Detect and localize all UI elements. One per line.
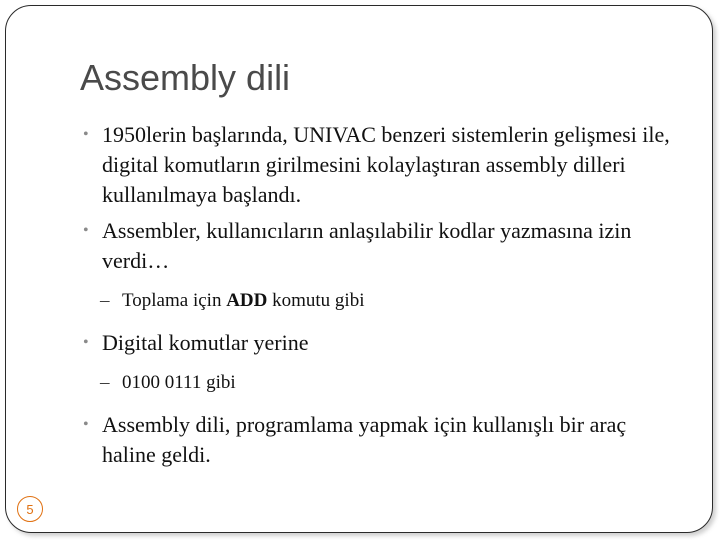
bullet-item	[80, 120, 680, 210]
dash-icon: –	[100, 372, 110, 393]
sub-bullet-item	[80, 288, 680, 314]
bullet-text: 1950lerin başlarında, UNIVAC benzeri sistemlerin gelişmesi ile, digital komutların girilmesini kolaylaştıran assembly dilleri kullanılmaya başlandı.	[102, 122, 670, 207]
bullet-item	[80, 410, 680, 470]
bullet-text: Assembler, kullanıcıların anlaşılabilir kodlar yazmasına izin verdi…	[102, 218, 632, 273]
page-number-badge: 5	[17, 496, 43, 522]
bullet-item	[80, 328, 680, 358]
sub-bullet-item	[80, 370, 680, 396]
bullet-text: Digital komutlar yerine	[102, 330, 309, 355]
bullet-icon: •	[83, 126, 89, 143]
dash-icon: –	[100, 290, 110, 311]
bullet-text: Assembly dili, programlama yapmak için kullanışlı bir araç haline geldi.	[102, 412, 627, 467]
slide-content	[80, 120, 680, 470]
sub-bullet-text-prefix: Toplama için	[122, 290, 227, 311]
slide-title: Assembly dili	[80, 57, 291, 98]
sub-bullet-text-suffix: komutu gibi	[267, 290, 365, 311]
bullet-icon: •	[83, 416, 89, 433]
command-keyword: ADD	[226, 290, 268, 311]
sub-bullet-text: 0100 0111 gibi	[122, 372, 236, 393]
bullet-icon: •	[83, 222, 89, 239]
bullet-icon: •	[83, 334, 89, 351]
bullet-item	[80, 216, 680, 276]
